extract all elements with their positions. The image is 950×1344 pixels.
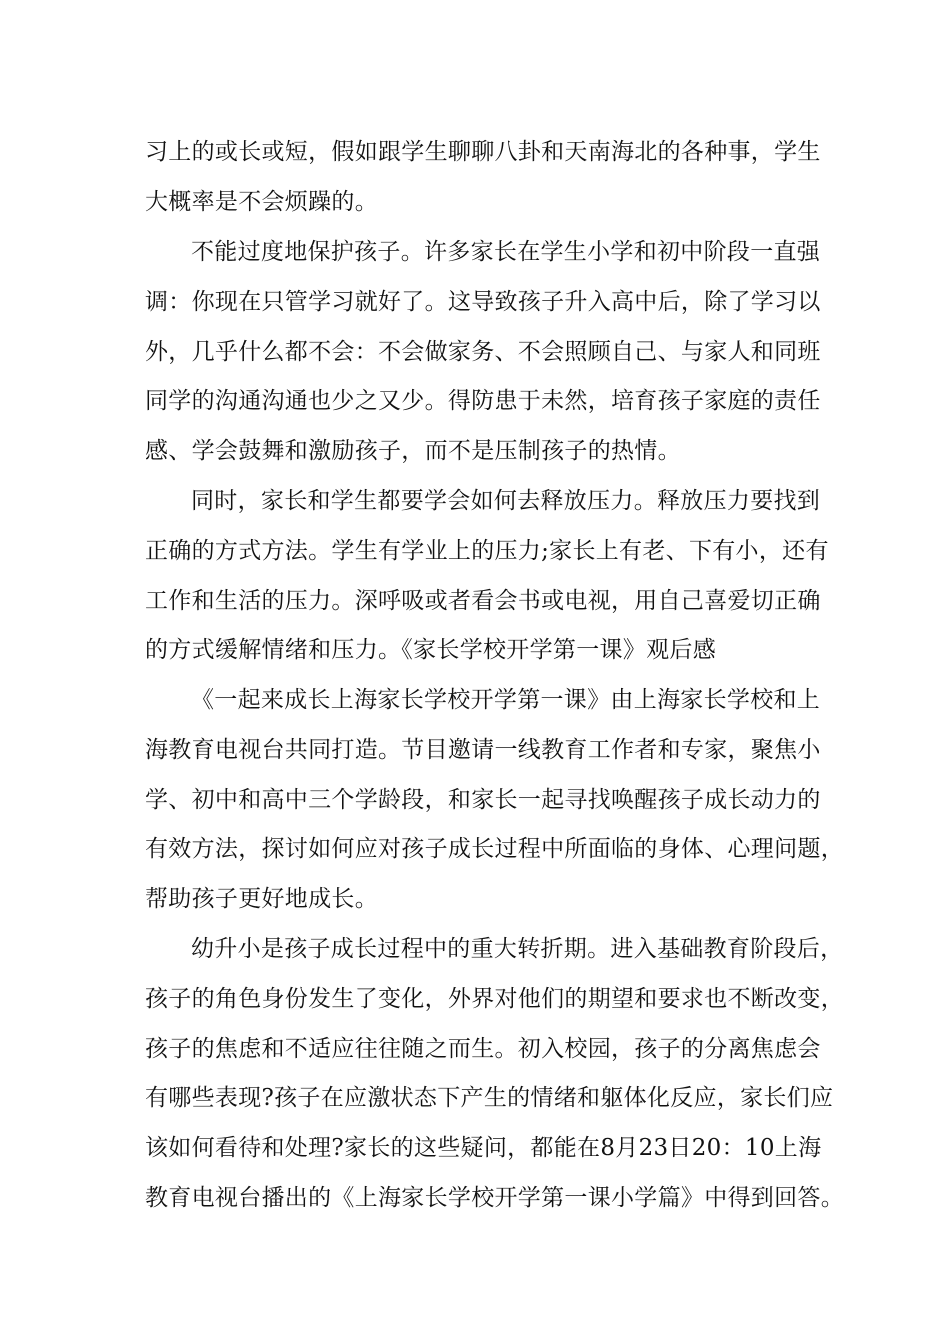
text-line: 该如何看待和处理?家长的这些疑问，都能在8月23日20：10上海 xyxy=(145,1135,822,1161)
text-line: 感、学会鼓舞和激励孩子，而不是压制孩子的热情。 xyxy=(145,438,681,464)
text-line: 有效方法，探讨如何应对孩子成长过程中所面临的身体、心理问题， xyxy=(145,836,844,862)
text-line: 正确的方式方法。学生有学业上的压力;家长上有老、下有小，还有 xyxy=(145,538,829,564)
text-line: 调：你现在只管学习就好了。这导致孩子升入高中后，除了学习以 xyxy=(145,289,821,315)
paragraph-first-line: 不能过度地保护孩子。许多家长在学生小学和初中阶段一直强 xyxy=(191,239,821,265)
text-line: 外，几乎什么都不会：不会做家务、不会照顾自己、与家人和同班 xyxy=(145,339,821,365)
text-line: 的方式缓解情绪和压力。《家长学校开学第一课》观后感 xyxy=(145,637,716,663)
paragraph-first-line: 幼升小是孩子成长过程中的重大转折期。进入基础教育阶段后， xyxy=(191,936,844,962)
text-line: 孩子的焦虑和不适应往往随之而生。初入校园，孩子的分离焦虑会 xyxy=(145,1036,821,1062)
text-line: 海教育电视台共同打造。节目邀请一线教育工作者和专家，聚焦小 xyxy=(145,737,821,763)
text-line: 教育电视台播出的《上海家长学校开学第一课小学篇》中得到回答。 xyxy=(145,1185,844,1211)
text-line: 帮助孩子更好地成长。 xyxy=(145,886,378,912)
paragraph-first-line: 《一起来成长上海家长学校开学第一课》由上海家长学校和上 xyxy=(191,687,821,713)
text-line: 孩子的角色身份发生了变化，外界对他们的期望和要求也不断改变， xyxy=(145,986,844,1012)
text-line: 大概率是不会烦躁的。 xyxy=(145,189,378,215)
text-line: 同学的沟通沟通也少之又少。得防患于未然，培育孩子家庭的责任 xyxy=(145,388,821,414)
text-line: 习上的或长或短，假如跟学生聊聊八卦和天南海北的各种事，学生 xyxy=(145,139,821,165)
text-line: 学、初中和高中三个学龄段，和家长一起寻找唤醒孩子成长动力的 xyxy=(145,787,821,813)
paragraph-first-line: 同时，家长和学生都要学会如何去释放压力。释放压力要找到 xyxy=(191,488,821,514)
text-line: 工作和生活的压力。深呼吸或者看会书或电视，用自己喜爱切正确 xyxy=(145,588,821,614)
text-line: 有哪些表现?孩子在应激状态下产生的情绪和躯体化反应，家长们应 xyxy=(145,1085,834,1111)
